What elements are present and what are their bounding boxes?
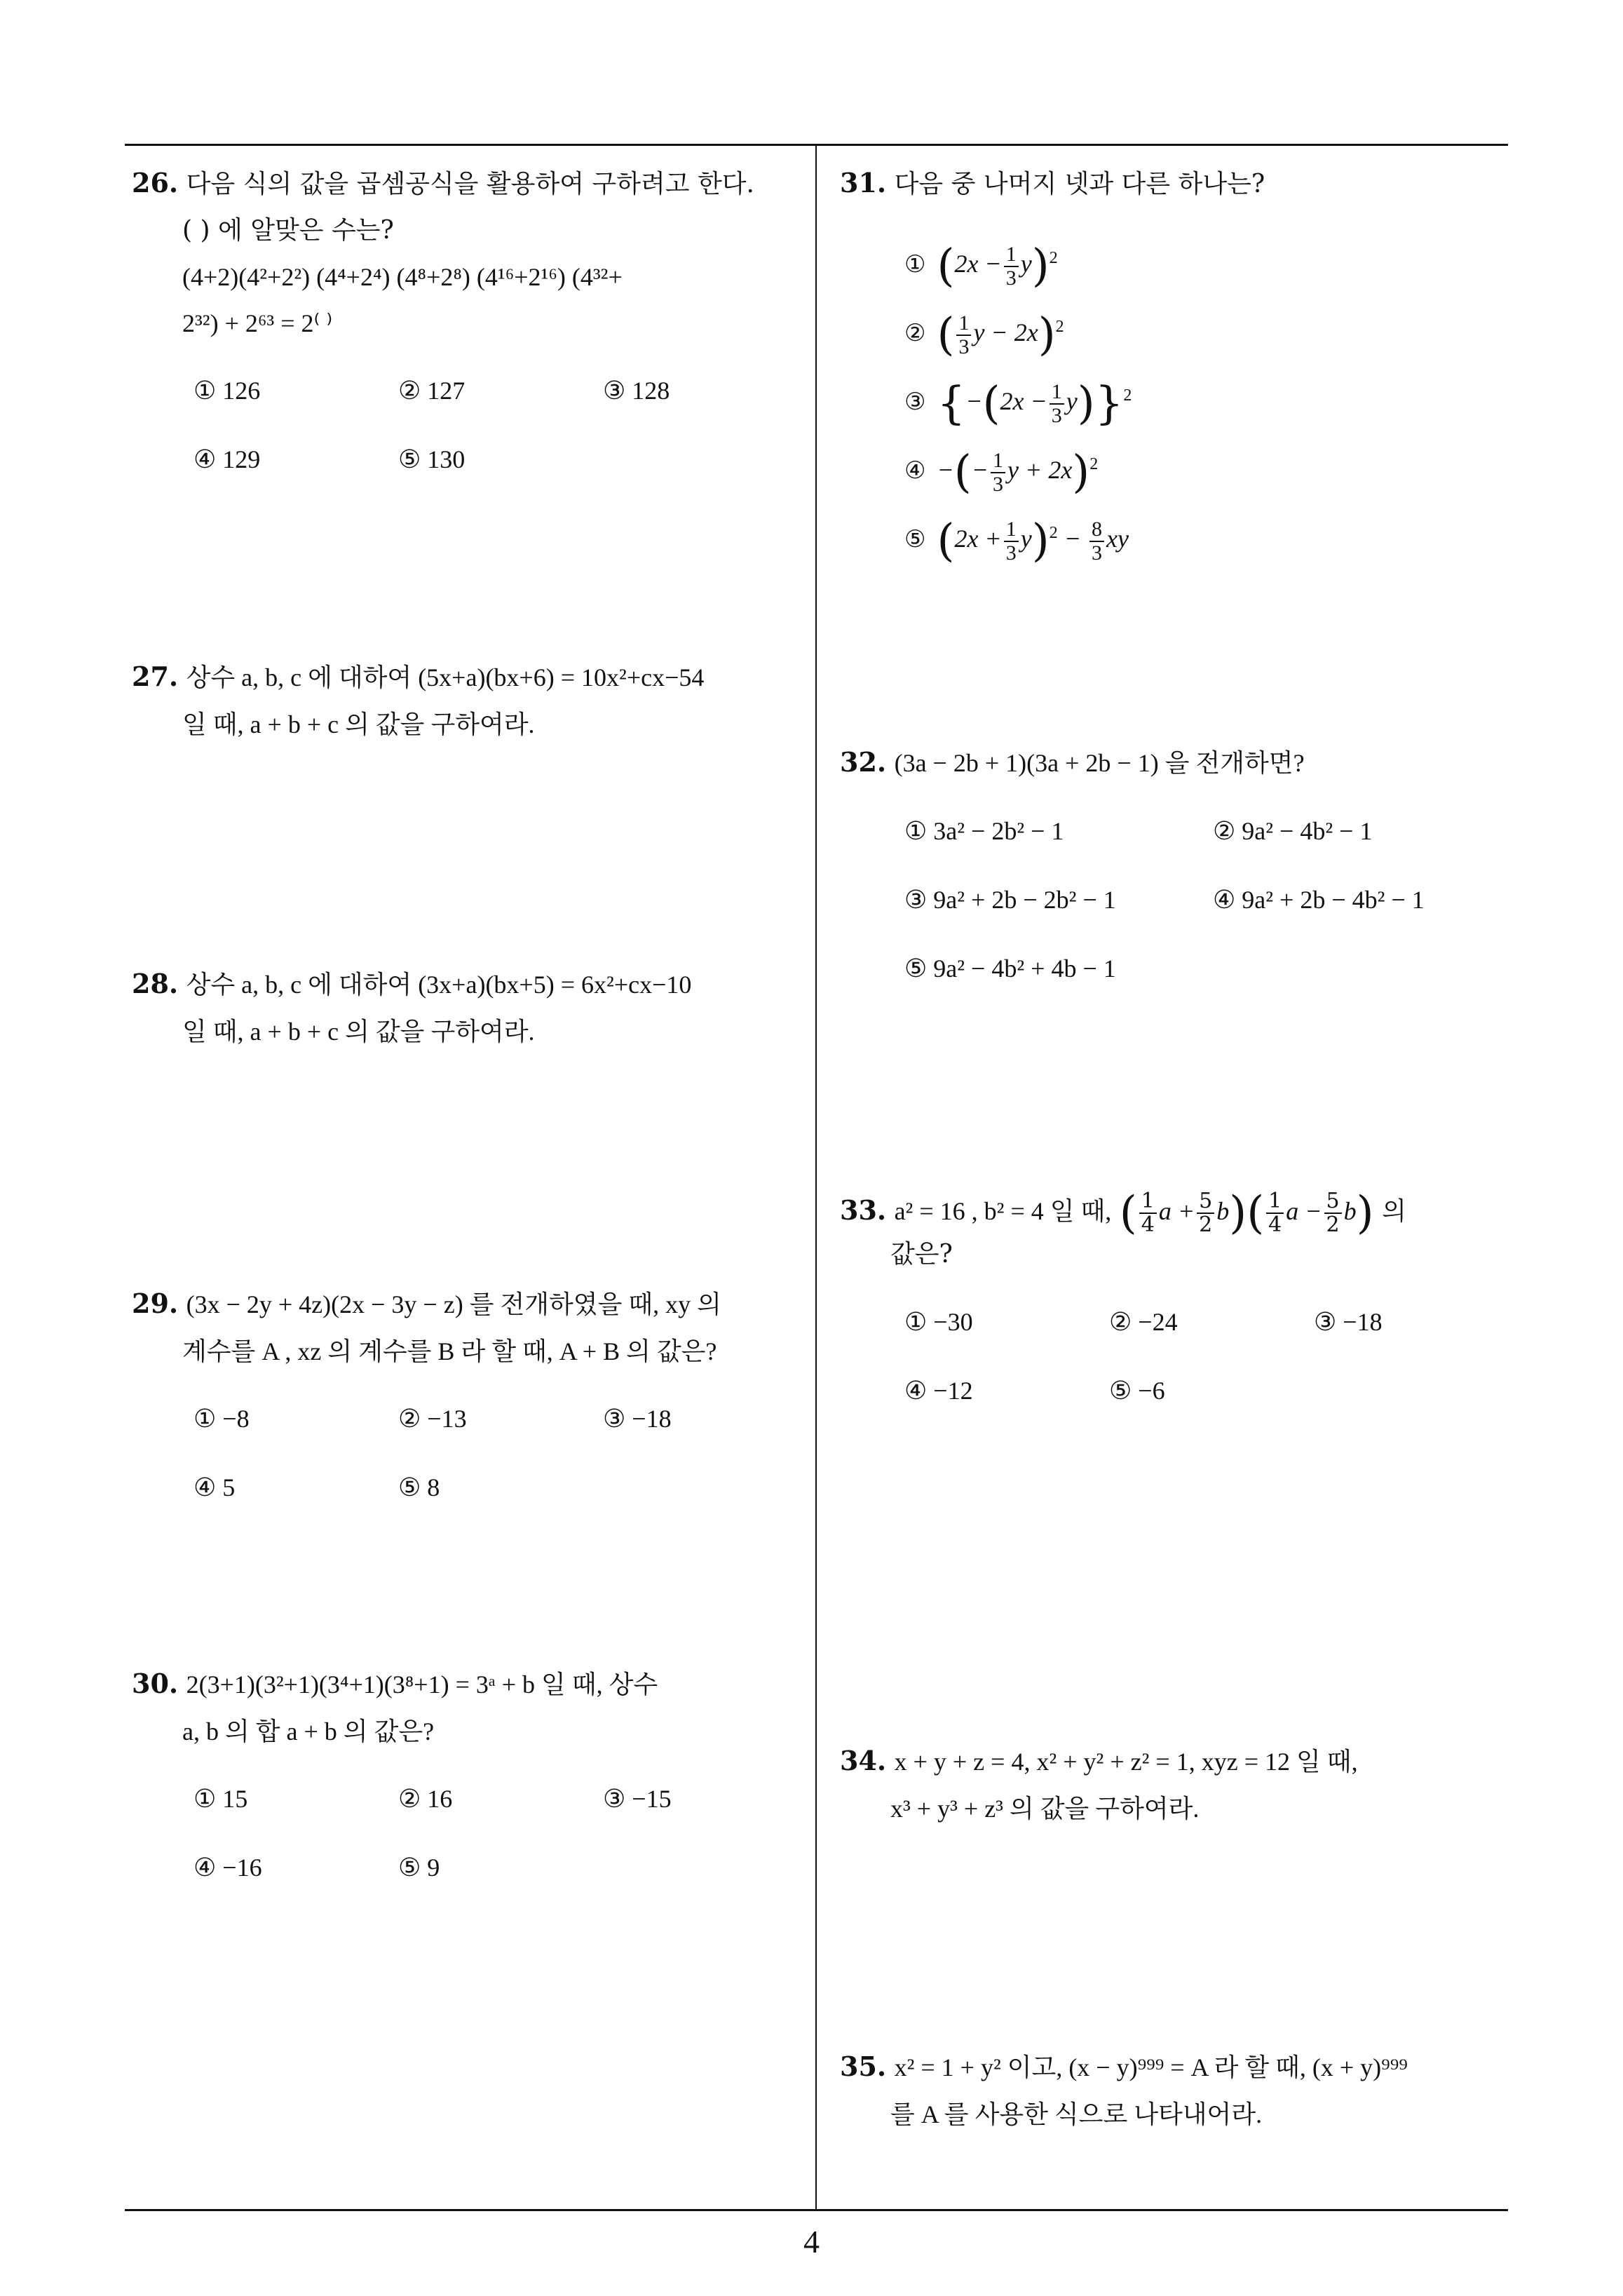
question-28 — [132, 961, 812, 1055]
choice-4[interactable]: ④ 129 — [193, 445, 261, 473]
choice-3[interactable]: ③ −18 — [603, 1405, 672, 1433]
choice-list — [193, 367, 812, 473]
question-text-line2: a, b 의 합 a + b 의 값은? — [182, 1717, 435, 1745]
question-text-line2: 일 때, a + b + c 의 값을 구하여라. — [182, 1018, 535, 1046]
choice-1[interactable]: ① 15 — [193, 1785, 248, 1813]
bottom-rule — [125, 2209, 1508, 2211]
choice-1[interactable]: ① (2x − $\frac{1}{3}$ y)$^2$ — [904, 240, 1058, 292]
choice-list — [904, 208, 1520, 600]
question-33 — [840, 1177, 1520, 1405]
question-text: 다음 중 나머지 넷과 다른 하나는? — [894, 170, 1265, 198]
question-31 — [840, 160, 1520, 600]
question-29 — [132, 1281, 812, 1501]
choice-5[interactable]: ⑤ 9a² − 4b² + 4b − 1 — [904, 954, 1116, 982]
expression: ( $\frac{1}{4}$ a + $\frac{5}{2}$ b)( $\frac{1}{4}$ a − $\frac{5}{2}$ b) — [1119, 1187, 1374, 1239]
question-text-line2: ( ) 에 알맞은 수는? — [182, 216, 394, 245]
question-text: (3x − 2y + 4z)(2x − 3y − z) 를 전개하였을 때, xy 의 — [186, 1290, 721, 1318]
question-text-line2: 값은? — [890, 1240, 953, 1269]
question-number: 31. — [840, 167, 887, 198]
choice-2[interactable]: ② ( $\frac{1}{3}$ y − 2x)$^2$ — [904, 309, 1064, 361]
choice-3[interactable]: ③ −15 — [603, 1785, 672, 1813]
question-number: 34. — [840, 1745, 887, 1776]
choice-5[interactable]: ⑤ 8 — [398, 1473, 440, 1501]
expression-line2: 2³²) + 2⁶³ = 2⁽ ⁾ — [182, 309, 333, 337]
question-35 — [840, 2044, 1520, 2138]
question-number: 27. — [132, 661, 179, 692]
choice-3[interactable]: ③ −18 — [1314, 1308, 1383, 1336]
page-number: 4 — [803, 2224, 820, 2260]
choice-list — [193, 1776, 812, 1882]
question-text: 다음 식의 값을 곱셈공식을 활용하여 구하려고 한다. — [186, 170, 754, 198]
choice-list — [904, 808, 1520, 982]
choice-3[interactable]: ③ {−(2x − $\frac{1}{3}$ y)}$^2$ — [904, 377, 1132, 430]
question-text: x² = 1 + y² 이고, (x − y)⁹⁹⁹ = A 라 할 때, (x + y)⁹⁹⁹ — [894, 2053, 1408, 2081]
question-number: 29. — [132, 1288, 179, 1319]
choice-1[interactable]: ① 126 — [193, 377, 261, 405]
choice-2[interactable]: ② −13 — [398, 1405, 467, 1433]
question-number: 35. — [840, 2051, 887, 2082]
choice-list — [193, 1396, 812, 1501]
choice-2[interactable]: ② −24 — [1109, 1308, 1178, 1336]
choice-4[interactable]: ④ 9a² + 2b − 4b² − 1 — [1213, 886, 1425, 914]
question-number: 32. — [840, 746, 887, 778]
choice-4[interactable]: ④ −16 — [193, 1853, 262, 1882]
choice-4[interactable]: ④ −12 — [904, 1377, 973, 1405]
question-text: 상수 a, b, c 에 대하여 (5x+a)(bx+6) = 10x²+cx−54 — [186, 663, 705, 691]
question-26 — [132, 160, 812, 473]
choice-list — [904, 1299, 1520, 1405]
question-number: 26. — [132, 167, 179, 198]
expression-line1: (4+2)(4²+2²) (4⁴+2⁴) (4⁸+2⁸) (4¹⁶+2¹⁶) (4³²+ — [182, 263, 623, 291]
choice-5[interactable]: ⑤ 9 — [398, 1853, 440, 1882]
choice-5[interactable]: ⑤ −6 — [1109, 1377, 1165, 1405]
question-text: (3a − 2b + 1)(3a + 2b − 1) 을 전개하면? — [894, 749, 1305, 777]
choice-4[interactable]: ④ −(− $\frac{1}{3}$ y + 2x)$^2$ — [904, 446, 1099, 499]
question-32 — [840, 739, 1520, 982]
question-27 — [132, 654, 812, 748]
choice-2[interactable]: ② 9a² − 4b² − 1 — [1213, 817, 1373, 845]
choice-1[interactable]: ① −30 — [904, 1308, 973, 1336]
choice-3[interactable]: ③ 128 — [603, 377, 670, 405]
question-text-line2: 일 때, a + b + c 의 값을 구하여라. — [182, 710, 535, 738]
question-text: x + y + z = 4, x² + y² + z² = 1, xyz = 12 일 때, — [894, 1748, 1358, 1776]
question-text: a² = 16 , b² = 4 일 때, — [894, 1197, 1112, 1225]
question-30 — [132, 1661, 812, 1882]
question-text-line2: 계수를 A , xz 의 계수를 B 라 할 때, A + B 의 값은? — [182, 1337, 717, 1365]
question-number: 30. — [132, 1668, 179, 1699]
choice-1[interactable]: ① 3a² − 2b² − 1 — [904, 817, 1064, 845]
question-34 — [840, 1738, 1520, 1832]
choice-5[interactable]: ⑤ (2x + $\frac{1}{3}$ y)$^2$ − $\frac{8}{3}$ xy — [904, 515, 1129, 567]
column-divider — [815, 144, 817, 2210]
choice-3[interactable]: ③ 9a² + 2b − 2b² − 1 — [904, 886, 1116, 914]
choice-2[interactable]: ② 127 — [398, 377, 466, 405]
question-text: 상수 a, b, c 에 대하여 (3x+a)(bx+5) = 6x²+cx−10 — [186, 971, 692, 999]
choice-5[interactable]: ⑤ 130 — [398, 445, 466, 473]
question-number: 33. — [840, 1194, 887, 1226]
question-number: 28. — [132, 968, 179, 999]
question-text-suffix: 의 — [1382, 1197, 1406, 1226]
question-text-line2: x³ + y³ + z³ 의 값을 구하여라. — [890, 1795, 1200, 1823]
question-text: 2(3+1)(3²+1)(3⁴+1)(3⁸+1) = 3ᵃ + b 일 때, 상수 — [186, 1670, 658, 1699]
choice-2[interactable]: ② 16 — [398, 1785, 453, 1813]
choice-4[interactable]: ④ 5 — [193, 1473, 236, 1501]
question-text-line2: 를 A 를 사용한 식으로 나타내어라. — [890, 2100, 1263, 2128]
choice-1[interactable]: ① −8 — [193, 1405, 250, 1433]
